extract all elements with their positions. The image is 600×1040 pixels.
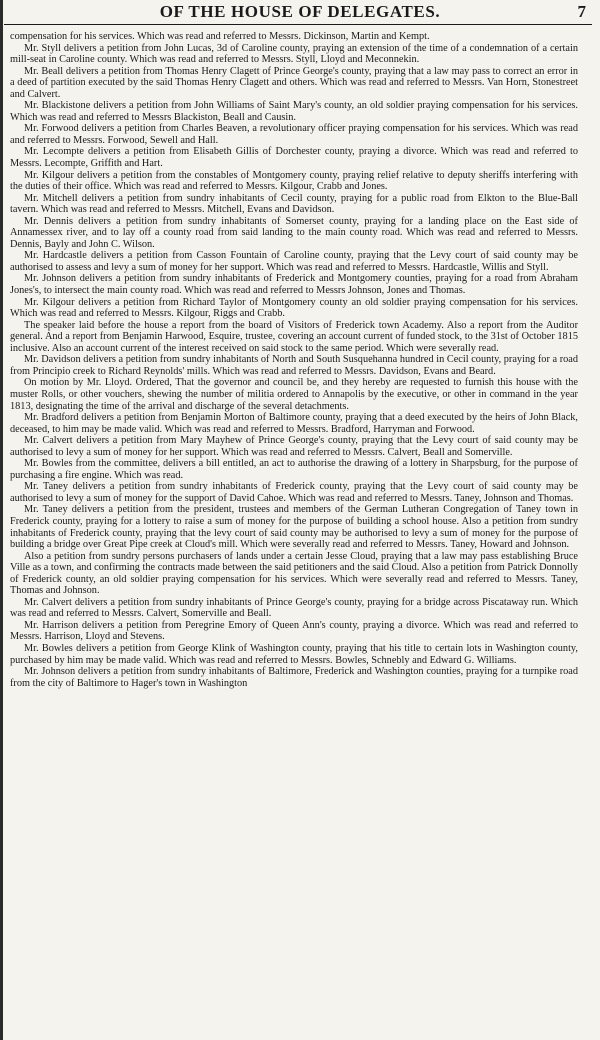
journal-entry: Also a petition from sundry persons purchasers of lands under a certain Jesse Cloud, praying that a law may pass establishing Bruce Ville as a town, and confirming the contracts made between the said petitioners and the said Cloud. Also a petition from Patrick Donnolly of Frederick county, an old soldier praying compensation for his services. Which were severally read and referred to Messrs. Taney, Thomas and Johnson. <box>10 550 578 597</box>
journal-body <box>10 31 578 1031</box>
journal-entry: Mr. Blackistone delivers a petition from John Williams of Saint Mary's county, an old soldier praying compensation for his services. Which was read and referred to Messrs Blackiston, Beall and Causin. <box>10 100 578 123</box>
journal-entry: Mr. Kilgour delivers a petition from Richard Taylor of Montgomery county an old soldier praying compensation for his services. Which was read and referred to Messrs. Kilgour, Riggs and Crabb. <box>10 296 578 320</box>
page-number: 7 <box>577 2 586 21</box>
journal-entry: Mr. Bowles from the committee, delivers a bill entitled, an act to authorise the drawing of a lottery in Sharpsburg, for the purpose of purchasing a fire engine. Which was read. <box>10 458 578 481</box>
journal-entry: Mr. Calvert delivers a petition from Mary Mayhew of Prince George's county, praying that the Levy court of said county may be authorised to levy a sum of money for her support. Which was read and referred to Messrs. Calvert, Beall and Somerville. <box>10 435 578 458</box>
journal-entry: Mr. Davidson delivers a petition from sundry inhabitants of North and South Susquehanna hundred in Cecil county, praying for a road from Principio creek to Richard Reynolds' mills. Which was read and referred to Messrs. Davidson, Evans and Beard. <box>10 354 578 377</box>
journal-entry: Mr. Taney delivers a petition from sundry inhabitants of Frederick county, praying that the Levy court of said county may be authorised to levy a sum of money for the support of David Cahoe. Which was read and referred to Messrs. Taney, Johnson and Thomas. <box>10 481 578 504</box>
header-rule <box>4 24 592 25</box>
journal-entry: Mr. Kilgour delivers a petition from the constables of Montgomery county, praying relief relative to deputy sheriffs interfering with the duties of their office. Which was read and referred to Messrs. Kilgour, Crabb and Jones. <box>10 169 578 193</box>
page-title: OF THE HOUSE OF DELEGATES. <box>159 2 441 21</box>
journal-entry: Mr. Beall delivers a petition from Thomas Henry Clagett of Prince George's county, praying that a law may pass to correct an error in a deed of partition executed by the said Thomas Henry Clagett and others. Which was read and referred to Messrs. Van Horn, Stonestreet and Calvert. <box>10 65 578 100</box>
journal-entry: Mr. Johnson delivers a petition from sundry inhabitants of Baltimore, Frederick and Washington counties, praying for a turnpike road from the city of Baltimore to Hager's town in Washington <box>10 666 578 689</box>
journal-entry: On motion by Mr. Lloyd. Ordered, That the governor and council be, and they hereby are requested to furnish this house with the muster Rolls, or other vouchers, shewing the number of militia ordered to Annapolis by the executive, or other in command in the year 1813, designating the time of the arrival and discharge of the several detachments. <box>10 377 578 412</box>
journal-entry: Mr. Bowles delivers a petition from George Klink of Washington county, praying that his title to certain lots in Washington county, purchased by him may be made valid. Which was read and referred to Messrs. Bowles, Schnebly and Edward G. Williams. <box>10 642 578 666</box>
journal-entry: Mr. Styll delivers a petition from John Lucas, 3d of Caroline county, praying an extension of the time of a condemnation of a certain mill-seat in Caroline county. Which was read and referred to Messrs. Styll, Lloyd and Meconnekin. <box>10 42 578 66</box>
journal-entry: The speaker laid before the house a report from the board of Visitors of Frederick town Academy. Also a report from the Auditor general. And a report from Benjamin Harwood, Esquire, trustee, covering an account current of funded stock, to the 31st of October 1815 inclusive. Also an account current of the interest received on said stock to the same period. Which were severally read. <box>10 319 578 354</box>
journal-entry: Mr. Lecompte delivers a petition from Elisabeth Gillis of Dorchester county, praying a divorce. Which was read and referred to Messrs. Lecompte, Griffith and Hart. <box>10 146 578 170</box>
journal-entry: Mr. Calvert delivers a petition from sundry inhabitants of Prince George's county, praying for a bridge across Piscataway run. Which was read and referred to Messrs. Calvert, Somerville and Beall. <box>10 596 578 620</box>
journal-entry: Mr. Harrison delivers a petition from Peregrine Emory of Queen Ann's county, praying a divorce. Which was read and referred to Messrs. Harrison, Lloyd and Stevens. <box>10 619 578 643</box>
journal-entry: Mr. Dennis delivers a petition from sundry inhabitants of Somerset county, praying for a landing place on the East side of Annamessex river, and to lay off a county road from said landing to the main county road. Which was read and referred to Messrs. Dennis, Bayly and John C. Wilson. <box>10 215 578 250</box>
scan-edge-shadow <box>0 0 3 1040</box>
journal-entry: Mr. Bradford delivers a petition from Benjamin Morton of Baltimore county, praying that a deed executed by the heirs of John Black, deceased, to him may be made valid. Which was read and referred to Messrs. Bradford, Harryman and Forwood. <box>10 412 578 435</box>
journal-entry: Mr. Forwood delivers a petition from Charles Beaven, a revolutionary officer praying compensation for his services. Which was read and referred to Messrs. Forwood, Sewell and Hall. <box>10 123 578 146</box>
journal-entry: Mr. Mitchell delivers a petition from sundry inhabitants of Cecil county, praying for a public road from Elkton to the Blue-Ball tavern. Which was read and referred to Messrs. Mitchell, Evans and Davidson. <box>10 192 578 216</box>
page-header <box>0 2 600 24</box>
journal-entry: Mr. Hardcastle delivers a petition from Casson Fountain of Caroline county, praying that the Levy court of said county may be authorised to assess and levy a sum of money for her support. Which was read and referred to Messrs. Hardcastle, Willis and Styll. <box>10 250 578 273</box>
journal-entry: Mr. Johnson delivers a petition from sundry inhabitants of Frederick and Montgomery counties, praying for a road from Abraham Jones's, to intersect the main county road. Which was read and referred to Messrs Johnson, Jones and Thomas. <box>10 273 578 297</box>
journal-entry: compensation for his services. Which was read and referred to Messrs. Dickinson, Martin and Kempt. <box>10 31 430 42</box>
journal-entry: Mr. Taney delivers a petition from the president, trustees and members of the German Lutheran Congregation of Taney town in Frederick county, praying for a lottery to raise a sum of money for the purpose of building a school house. Also a petition from sundry inhabitants of Frederick county, praying that the levy court of said county may be authorised to levy a sum of money for the purpose of building a bridge over Great Pipe creek at Cloud's mill. Which were severally read and referred to Messrs. Taney, Howard and Johnson. <box>10 504 578 551</box>
